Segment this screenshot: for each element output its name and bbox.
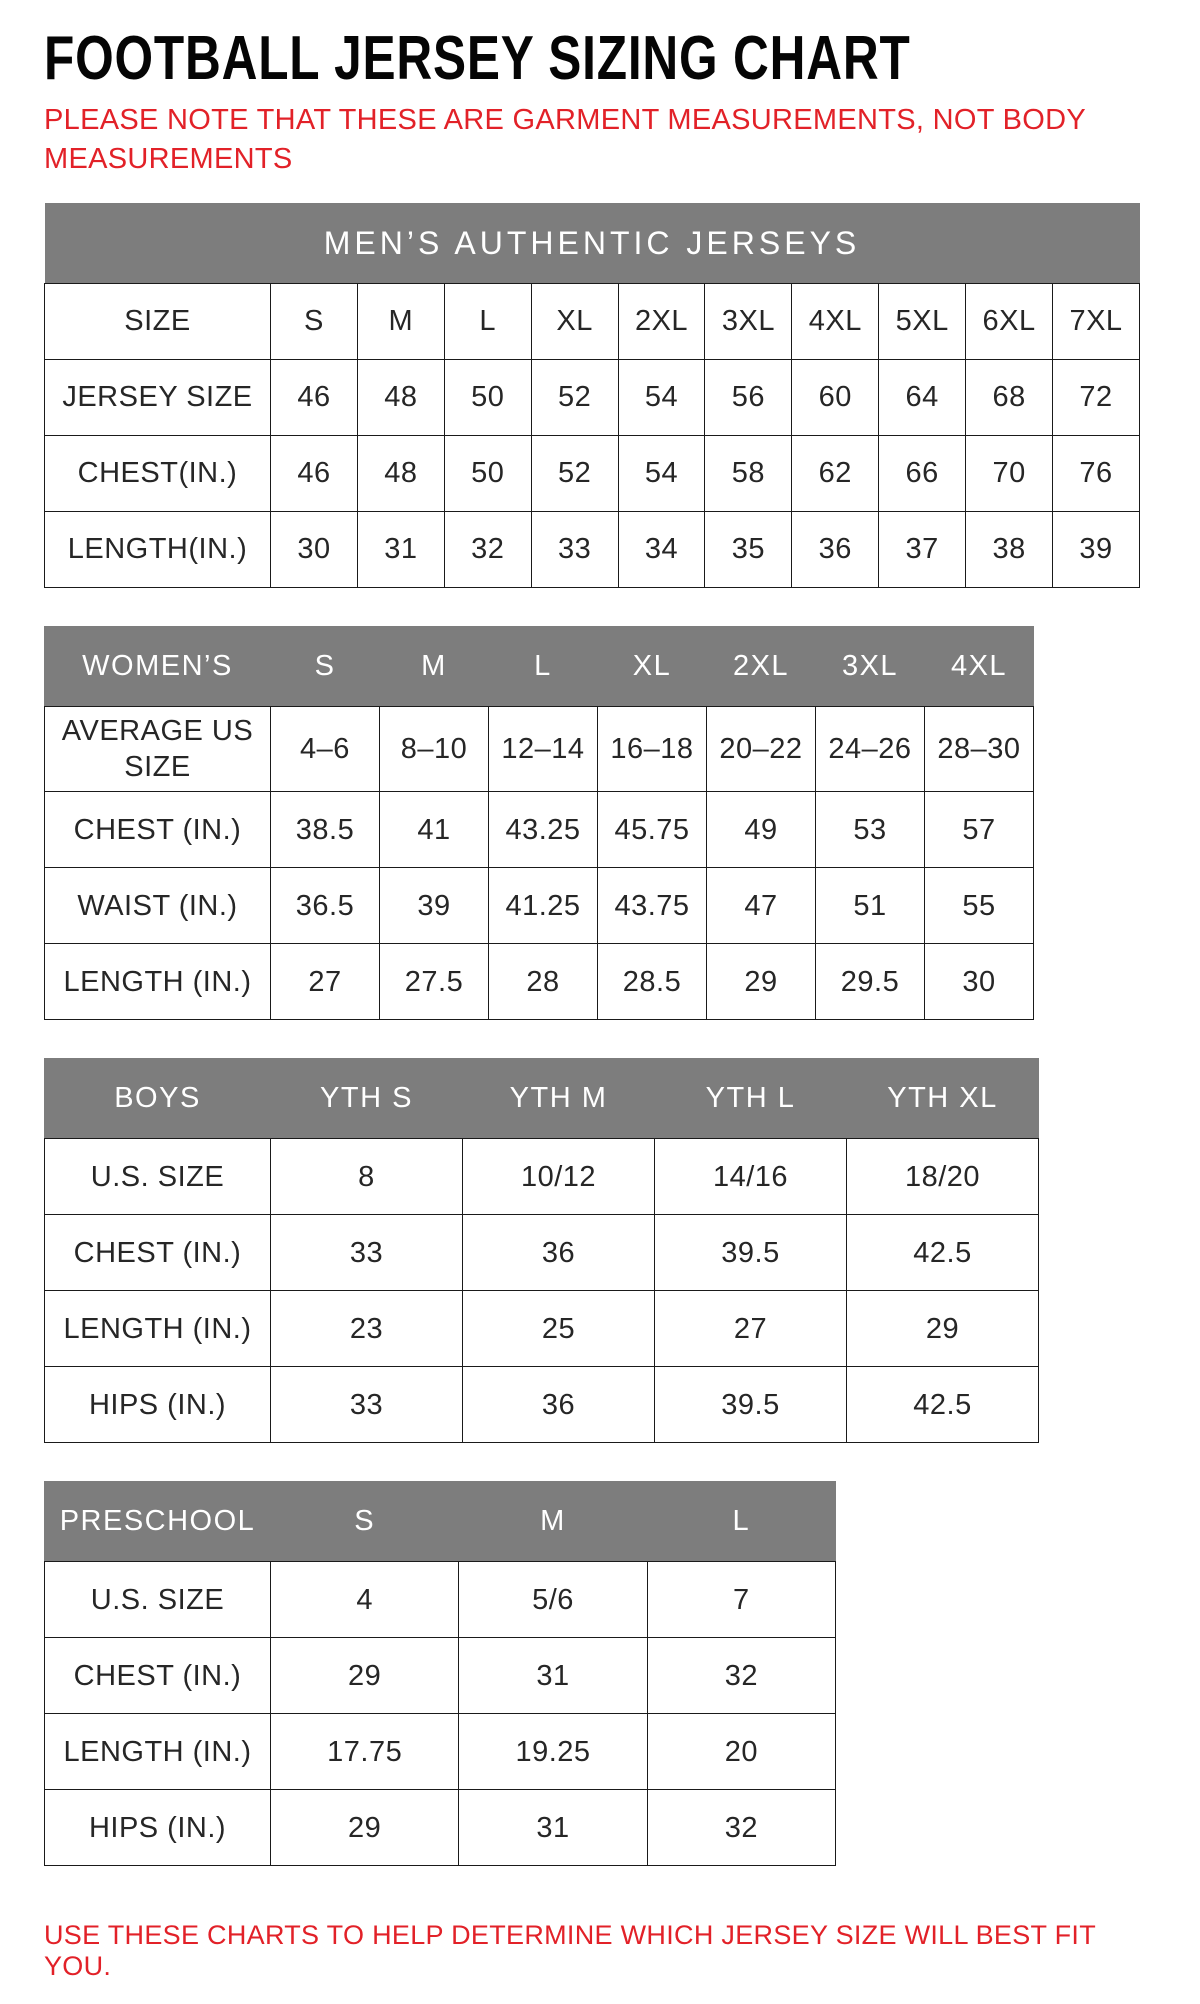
value-cell: 39.5 [655, 1367, 847, 1443]
column-header: YTH L [655, 1059, 847, 1139]
value-cell: 58 [705, 435, 792, 511]
row-label: CHEST(IN.) [45, 435, 271, 511]
value-cell: 50 [444, 359, 531, 435]
column-header: PRESCHOOL [45, 1482, 271, 1562]
row-label: HIPS (IN.) [45, 1367, 271, 1443]
value-cell: 36 [792, 511, 879, 587]
value-cell: 76 [1053, 435, 1140, 511]
value-cell: XL [531, 283, 618, 359]
value-cell: 24–26 [816, 706, 925, 792]
column-header: S [271, 626, 380, 706]
value-cell: 54 [618, 435, 705, 511]
value-cell: 27 [271, 944, 380, 1020]
value-cell: 5/6 [459, 1562, 647, 1638]
table-row [45, 1714, 836, 1790]
value-cell: 43.75 [598, 868, 707, 944]
value-cell: 20 [647, 1714, 835, 1790]
value-cell: 31 [357, 511, 444, 587]
boys-jerseys-table [44, 1058, 1039, 1443]
value-cell: 30 [271, 511, 358, 587]
value-cell: 36 [463, 1367, 655, 1443]
value-cell: 6XL [966, 283, 1053, 359]
value-cell: 72 [1053, 359, 1140, 435]
value-cell: 33 [271, 1367, 463, 1443]
column-header: WOMEN’S [45, 626, 271, 706]
value-cell: 20–22 [707, 706, 816, 792]
value-cell: 28 [489, 944, 598, 1020]
column-header: L [489, 626, 598, 706]
value-cell: S [271, 283, 358, 359]
row-label: LENGTH (IN.) [45, 1291, 271, 1367]
value-cell: 46 [271, 435, 358, 511]
womens-jerseys-table [44, 626, 1034, 1021]
value-cell: 53 [816, 792, 925, 868]
value-cell: 33 [271, 1215, 463, 1291]
value-cell: 47 [707, 868, 816, 944]
value-cell: 43.25 [489, 792, 598, 868]
value-cell: 10/12 [463, 1139, 655, 1215]
value-cell: 51 [816, 868, 925, 944]
row-label: AVERAGE US SIZE [45, 706, 271, 792]
table-row [45, 792, 1034, 868]
womens-sizing-table [44, 626, 1156, 1021]
row-label: JERSEY SIZE [45, 359, 271, 435]
value-cell: 2XL [618, 283, 705, 359]
value-cell: 39 [380, 868, 489, 944]
value-cell: 57 [925, 792, 1034, 868]
column-header: YTH M [463, 1059, 655, 1139]
table-row [45, 706, 1034, 792]
value-cell: 39.5 [655, 1215, 847, 1291]
row-label: LENGTH (IN.) [45, 944, 271, 1020]
value-cell: 52 [531, 435, 618, 511]
value-cell: 52 [531, 359, 618, 435]
boys-sizing-table [44, 1058, 1156, 1443]
value-cell: 31 [459, 1638, 647, 1714]
value-cell: 19.25 [459, 1714, 647, 1790]
value-cell: 32 [647, 1638, 835, 1714]
row-label: SIZE [45, 283, 271, 359]
value-cell: 38.5 [271, 792, 380, 868]
value-cell: 35 [705, 511, 792, 587]
value-cell: 45.75 [598, 792, 707, 868]
column-header: XL [598, 626, 707, 706]
value-cell: 8 [271, 1139, 463, 1215]
row-label: U.S. SIZE [45, 1562, 271, 1638]
value-cell: 29 [707, 944, 816, 1020]
value-cell: 42.5 [847, 1215, 1039, 1291]
column-header: S [271, 1482, 459, 1562]
value-cell: 41 [380, 792, 489, 868]
value-cell: 64 [879, 359, 966, 435]
mens-authentic-jerseys-banner: MEN’S AUTHENTIC JERSEYS [45, 203, 1140, 283]
value-cell: 5XL [879, 283, 966, 359]
value-cell: 27.5 [380, 944, 489, 1020]
preschool-jerseys-table [44, 1481, 836, 1866]
column-header: L [647, 1482, 835, 1562]
value-cell: 23 [271, 1291, 463, 1367]
column-header: YTH XL [847, 1059, 1039, 1139]
table-row [45, 1790, 836, 1866]
value-cell: 34 [618, 511, 705, 587]
value-cell: 38 [966, 511, 1053, 587]
column-header: 3XL [816, 626, 925, 706]
column-header: M [459, 1482, 647, 1562]
value-cell: 39 [1053, 511, 1140, 587]
value-cell: 8–10 [380, 706, 489, 792]
footer-note: USE THESE CHARTS TO HELP DETERMINE WHICH JERSEY SIZE WILL BEST FIT YOU. [44, 1920, 1096, 1982]
value-cell: 3XL [705, 283, 792, 359]
table-row [45, 1638, 836, 1714]
value-cell: 56 [705, 359, 792, 435]
table-row [45, 944, 1034, 1020]
row-label: HIPS (IN.) [45, 1790, 271, 1866]
value-cell: 29 [271, 1638, 459, 1714]
row-label: CHEST (IN.) [45, 1638, 271, 1714]
table-row [45, 283, 1140, 359]
value-cell: 14/16 [655, 1139, 847, 1215]
value-cell: 42.5 [847, 1367, 1039, 1443]
value-cell: 48 [357, 359, 444, 435]
column-header: M [380, 626, 489, 706]
value-cell: M [357, 283, 444, 359]
column-header: YTH S [271, 1059, 463, 1139]
value-cell: 54 [618, 359, 705, 435]
mens-sizing-table [44, 203, 1156, 588]
value-cell: 62 [792, 435, 879, 511]
value-cell: 4–6 [271, 706, 380, 792]
table-row [45, 435, 1140, 511]
value-cell: 41.25 [489, 868, 598, 944]
table-row [45, 1215, 1039, 1291]
value-cell: 32 [444, 511, 531, 587]
value-cell: 49 [707, 792, 816, 868]
value-cell: 30 [925, 944, 1034, 1020]
table-row [45, 868, 1034, 944]
row-label: LENGTH (IN.) [45, 1714, 271, 1790]
value-cell: 16–18 [598, 706, 707, 792]
value-cell: 55 [925, 868, 1034, 944]
value-cell: 29.5 [816, 944, 925, 1020]
value-cell: 32 [647, 1790, 835, 1866]
row-label: LENGTH(IN.) [45, 511, 271, 587]
value-cell: 4XL [792, 283, 879, 359]
value-cell: 46 [271, 359, 358, 435]
value-cell: 27 [655, 1291, 847, 1367]
table-row [45, 1367, 1039, 1443]
table-row [45, 1291, 1039, 1367]
value-cell: 31 [459, 1790, 647, 1866]
value-cell: 18/20 [847, 1139, 1039, 1215]
mens-authentic-jerseys-table [44, 203, 1140, 588]
value-cell: 70 [966, 435, 1053, 511]
row-label: CHEST (IN.) [45, 1215, 271, 1291]
preschool-sizing-table [44, 1481, 1156, 1866]
row-label: CHEST (IN.) [45, 792, 271, 868]
table-row [45, 511, 1140, 587]
page-title [44, 26, 1156, 91]
column-header: 4XL [925, 626, 1034, 706]
value-cell: 50 [444, 435, 531, 511]
measurement-note: PLEASE NOTE THAT THESE ARE GARMENT MEASUREMENTS, NOT BODY MEASUREMENTS [44, 104, 1086, 176]
page-title-text: FOOTBALL JERSEY SIZING CHART [44, 24, 911, 93]
column-header: 2XL [707, 626, 816, 706]
row-label: WAIST (IN.) [45, 868, 271, 944]
value-cell: 25 [463, 1291, 655, 1367]
table-row [45, 1139, 1039, 1215]
value-cell: 28.5 [598, 944, 707, 1020]
value-cell: 37 [879, 511, 966, 587]
value-cell: 68 [966, 359, 1053, 435]
column-header: BOYS [45, 1059, 271, 1139]
value-cell: 7XL [1053, 283, 1140, 359]
value-cell: 60 [792, 359, 879, 435]
value-cell: 29 [847, 1291, 1039, 1367]
value-cell: 7 [647, 1562, 835, 1638]
value-cell: 66 [879, 435, 966, 511]
value-cell: 33 [531, 511, 618, 587]
table-row [45, 359, 1140, 435]
value-cell: 36.5 [271, 868, 380, 944]
row-label: U.S. SIZE [45, 1139, 271, 1215]
value-cell: 12–14 [489, 706, 598, 792]
value-cell: L [444, 283, 531, 359]
value-cell: 29 [271, 1790, 459, 1866]
value-cell: 48 [357, 435, 444, 511]
value-cell: 28–30 [925, 706, 1034, 792]
value-cell: 36 [463, 1215, 655, 1291]
table-row [45, 1562, 836, 1638]
value-cell: 4 [271, 1562, 459, 1638]
value-cell: 17.75 [271, 1714, 459, 1790]
